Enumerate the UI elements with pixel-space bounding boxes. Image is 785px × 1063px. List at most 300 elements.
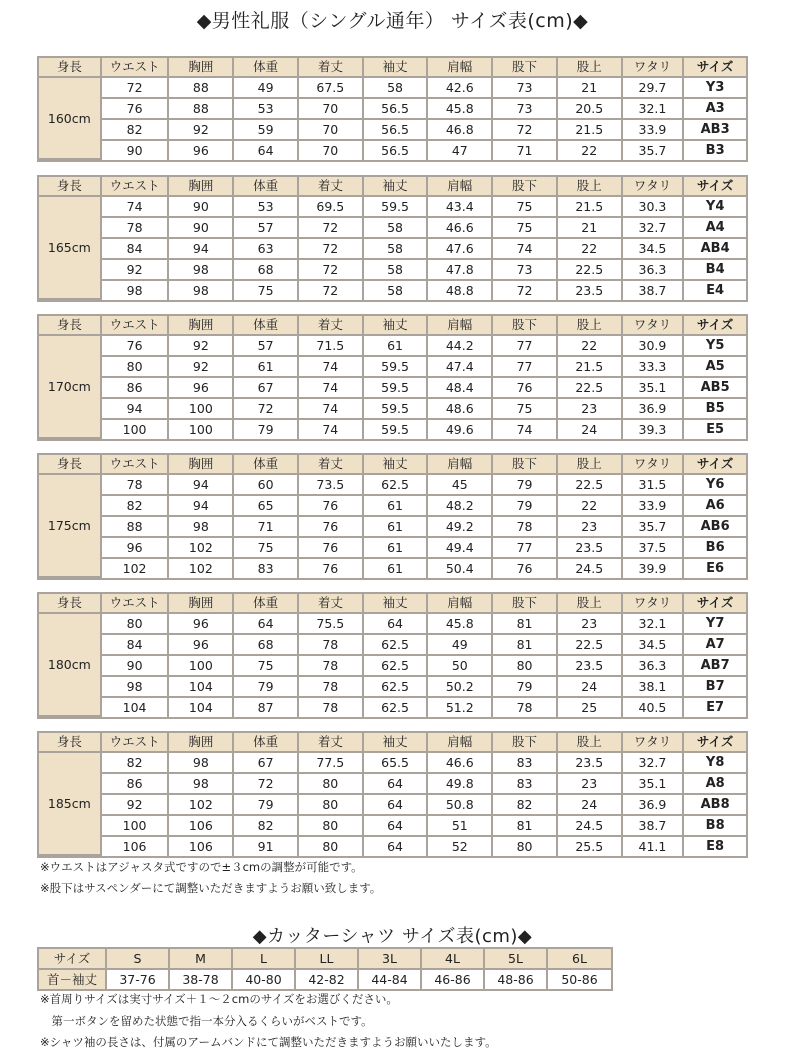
- size-code-cell: A8: [684, 774, 746, 795]
- table-cell: 71: [493, 141, 558, 160]
- header-row: [39, 455, 746, 475]
- size-code-cell: AB3: [684, 120, 746, 141]
- size-code-cell: AB7: [684, 656, 746, 677]
- table-row: [39, 816, 746, 837]
- table-cell: 38.7: [623, 281, 685, 300]
- table-cell: 84: [102, 635, 170, 656]
- table-cell: 47: [428, 141, 493, 160]
- table-cell: 30.3: [623, 197, 685, 218]
- shirt-size: 6L: [548, 949, 611, 970]
- table-cell: 78: [493, 698, 558, 717]
- table-cell: 76: [299, 496, 364, 517]
- table-row: [39, 78, 746, 99]
- table-cell: 33.9: [623, 120, 685, 141]
- table-cell: 86: [102, 378, 170, 399]
- table-cell: 78: [102, 218, 170, 239]
- header-row: [39, 177, 746, 197]
- table-cell: 70: [299, 141, 364, 160]
- table-cell: 80: [493, 656, 558, 677]
- table-row: [39, 496, 746, 517]
- table-cell: 96: [169, 614, 234, 635]
- table-cell: 76: [299, 559, 364, 578]
- table-cell: 22: [558, 496, 623, 517]
- column-header: 身長: [39, 455, 102, 475]
- table-cell: 53: [234, 99, 299, 120]
- table-cell: 37.5: [623, 538, 685, 559]
- table-row: [39, 399, 746, 420]
- table-cell: 70: [299, 99, 364, 120]
- table-cell: 21: [558, 218, 623, 239]
- table-cell: 32.1: [623, 614, 685, 635]
- table-cell: 94: [102, 399, 170, 420]
- table-cell: 65: [234, 496, 299, 517]
- size-code-cell: B8: [684, 816, 746, 837]
- table-cell: 59: [234, 120, 299, 141]
- table-cell: 35.1: [623, 774, 685, 795]
- table-cell: 79: [234, 795, 299, 816]
- table-cell: 100: [102, 816, 170, 837]
- size-code-cell: A4: [684, 218, 746, 239]
- table-cell: 59.5: [364, 420, 429, 439]
- table-cell: 24: [558, 420, 623, 439]
- table-row: [39, 677, 746, 698]
- table-row: [39, 538, 746, 559]
- table-cell: 49.8: [428, 774, 493, 795]
- column-header: 身長: [39, 316, 102, 336]
- shirt-size-label: サイズ: [39, 949, 107, 970]
- table-row: [39, 614, 746, 635]
- table-cell: 96: [169, 378, 234, 399]
- table-cell: 50.8: [428, 795, 493, 816]
- column-header: 胸囲: [169, 58, 234, 78]
- table-cell: 39.3: [623, 420, 685, 439]
- column-header: 肩幅: [428, 316, 493, 336]
- table-cell: 52: [428, 837, 493, 856]
- header-row: [39, 594, 746, 614]
- table-cell: 67: [234, 753, 299, 774]
- size-table: [37, 592, 748, 719]
- table-cell: 96: [169, 141, 234, 160]
- table-cell: 33.3: [623, 357, 685, 378]
- size-code-cell: E5: [706, 422, 725, 437]
- size-code-cell: B4: [684, 260, 746, 281]
- column-header: 股上: [558, 733, 623, 753]
- table-cell: 51.2: [428, 698, 493, 717]
- table-cell: 44.2: [428, 336, 493, 357]
- table-cell: 22: [558, 239, 623, 260]
- table-cell: 98: [169, 753, 234, 774]
- table-cell: 22.5: [558, 378, 623, 399]
- shirt-value: 40-80: [233, 970, 296, 989]
- column-header: 股下: [493, 455, 558, 475]
- table-cell: 74: [299, 357, 364, 378]
- table-cell: 62.5: [364, 698, 429, 717]
- column-header: 股下: [493, 733, 558, 753]
- table-row: [39, 239, 746, 260]
- size-code-cell: B6: [684, 538, 746, 559]
- size-code-cell: Y4: [684, 197, 746, 218]
- column-header: 身長: [39, 58, 102, 78]
- table-cell: 23: [558, 614, 623, 635]
- table-cell: 41.1: [623, 837, 685, 856]
- size-code-cell: AB8: [684, 795, 746, 816]
- column-header: 袖丈: [364, 177, 429, 197]
- column-header: ワタリ: [623, 58, 685, 78]
- column-header: 股上: [558, 594, 623, 614]
- shirt-size: LL: [296, 949, 359, 970]
- size-table: [37, 453, 748, 580]
- size-code-cell: A5: [684, 357, 746, 378]
- note-waist: ※ウエストはアジャスタ式ですので±３cmの調整が可能です。: [40, 860, 363, 874]
- table-cell: 90: [169, 197, 234, 218]
- table-row: [39, 753, 746, 774]
- column-header: 体重: [234, 177, 299, 197]
- table-cell: 72: [493, 281, 558, 300]
- table-cell: 74: [493, 420, 558, 439]
- table-cell: 21: [558, 78, 623, 99]
- table-cell: 77: [493, 336, 558, 357]
- table-cell: 87: [234, 698, 299, 717]
- table-cell: 73: [493, 260, 558, 281]
- table-cell: 77: [493, 357, 558, 378]
- table-cell: 57: [234, 336, 299, 357]
- table-cell: 64: [364, 795, 429, 816]
- size-code-cell: Y7: [684, 614, 746, 635]
- column-header: ウエスト: [102, 455, 170, 475]
- column-header: 股下: [493, 594, 558, 614]
- table-cell: 47.4: [428, 357, 493, 378]
- column-header: ウエスト: [102, 177, 170, 197]
- table-cell: 49.2: [428, 517, 493, 538]
- table-cell: 49: [234, 78, 299, 99]
- column-header: 股上: [558, 58, 623, 78]
- table-cell: 58: [364, 218, 429, 239]
- table-cell: 77.5: [299, 753, 364, 774]
- table-cell: 23: [558, 399, 623, 420]
- table-cell: 74: [493, 239, 558, 260]
- table-cell: 73.5: [299, 475, 364, 496]
- table-cell: 59.5: [364, 357, 429, 378]
- table-cell: 29.7: [623, 78, 685, 99]
- size-code-cell: E8: [706, 839, 725, 854]
- column-header: サイズ: [684, 594, 746, 614]
- table-cell: 24.5: [558, 816, 623, 837]
- note-inseam: ※股下はサスペンダーにて調整いただきますようお願い致します。: [40, 881, 382, 895]
- table-cell: 40.5: [623, 698, 685, 717]
- table-cell: 75: [234, 656, 299, 677]
- shirt-size-table: [37, 947, 613, 991]
- size-code-cell: B3: [705, 143, 725, 158]
- table-cell: 57: [234, 218, 299, 239]
- table-cell: 75: [234, 281, 299, 300]
- column-header: 体重: [234, 58, 299, 78]
- table-cell: 79: [234, 420, 299, 439]
- height-cell: 160cm: [39, 78, 102, 160]
- column-header: 胸囲: [169, 177, 234, 197]
- table-cell: 23.5: [558, 538, 623, 559]
- table-cell: 75: [234, 538, 299, 559]
- table-cell: 34.5: [623, 239, 685, 260]
- table-cell: 98: [169, 774, 234, 795]
- table-row: [39, 120, 746, 141]
- table-cell: 88: [169, 78, 234, 99]
- shirt-value-row: [39, 970, 611, 989]
- table-cell: 59.5: [364, 378, 429, 399]
- table-cell: 59.5: [364, 399, 429, 420]
- column-header: ウエスト: [102, 594, 170, 614]
- table-cell: 70: [299, 120, 364, 141]
- column-header: 股上: [558, 455, 623, 475]
- table-cell: 49.6: [428, 420, 493, 439]
- table-cell: 43.4: [428, 197, 493, 218]
- table-cell: 78: [493, 517, 558, 538]
- column-header: 胸囲: [169, 733, 234, 753]
- table-cell: 75: [493, 218, 558, 239]
- column-header: 袖丈: [364, 58, 429, 78]
- table-cell: 96: [102, 538, 170, 559]
- table-cell: 72: [493, 120, 558, 141]
- column-header: ワタリ: [623, 594, 685, 614]
- height-cell: 185cm: [39, 753, 102, 856]
- table-cell: 24: [558, 677, 623, 698]
- table-cell: 53: [234, 197, 299, 218]
- table-cell: 64: [234, 614, 299, 635]
- table-cell: 58: [364, 78, 429, 99]
- table-cell: 21.5: [558, 357, 623, 378]
- table-cell: 34.5: [623, 635, 685, 656]
- table-cell: 98: [169, 260, 234, 281]
- table-cell: 64: [364, 816, 429, 837]
- table-cell: 23.5: [558, 281, 623, 300]
- table-cell: 72: [234, 774, 299, 795]
- table-cell: 72: [299, 281, 364, 300]
- table-cell: 58: [364, 260, 429, 281]
- size-code-cell: A7: [684, 635, 746, 656]
- column-header: サイズ: [684, 58, 746, 78]
- table-cell: 92: [169, 336, 234, 357]
- size-table: [37, 56, 748, 162]
- table-cell: 102: [102, 559, 170, 578]
- table-cell: 59.5: [364, 197, 429, 218]
- table-cell: 64: [364, 774, 429, 795]
- table-cell: 100: [169, 420, 234, 439]
- shirt-note-neck: ※首周りサイズは実寸サイズ＋１～２cmのサイズをお選びください。: [40, 992, 398, 1006]
- column-header: 袖丈: [364, 733, 429, 753]
- table-cell: 82: [102, 120, 170, 141]
- table-cell: 80: [299, 816, 364, 837]
- table-cell: 61: [364, 538, 429, 559]
- table-cell: 79: [234, 677, 299, 698]
- table-cell: 22: [558, 336, 623, 357]
- table-cell: 48.8: [428, 281, 493, 300]
- table-cell: 51: [428, 816, 493, 837]
- shirt-value: 38-78: [170, 970, 233, 989]
- table-row: [39, 336, 746, 357]
- column-header: 体重: [234, 455, 299, 475]
- table-cell: 100: [102, 420, 170, 439]
- table-cell: 100: [169, 656, 234, 677]
- table-cell: 33.9: [623, 496, 685, 517]
- size-table: [37, 731, 748, 858]
- column-header: 着丈: [299, 594, 364, 614]
- table-cell: 88: [102, 517, 170, 538]
- table-cell: 22.5: [558, 260, 623, 281]
- table-cell: 75: [493, 197, 558, 218]
- column-header: ウエスト: [102, 316, 170, 336]
- shirt-note-button: 第一ボタンを留めた状態で指一本分入るくらいがベストです。: [40, 1014, 373, 1028]
- table-cell: 61: [364, 517, 429, 538]
- table-cell: 83: [234, 559, 299, 578]
- column-header: ワタリ: [623, 177, 685, 197]
- table-cell: 68: [234, 260, 299, 281]
- table-cell: 38.1: [623, 677, 685, 698]
- table-row: [39, 260, 746, 281]
- table-cell: 50.4: [428, 559, 493, 578]
- shirt-size: 4L: [422, 949, 485, 970]
- table-cell: 36.9: [623, 399, 685, 420]
- table-cell: 98: [102, 281, 170, 300]
- table-cell: 23.5: [558, 753, 623, 774]
- table-row: [39, 656, 746, 677]
- size-code-cell: AB4: [684, 239, 746, 260]
- column-header: 体重: [234, 316, 299, 336]
- table-row: [39, 141, 746, 160]
- table-cell: 98: [169, 281, 234, 300]
- table-cell: 104: [169, 698, 234, 717]
- table-cell: 78: [102, 475, 170, 496]
- table-cell: 58: [364, 281, 429, 300]
- table-row: [39, 99, 746, 120]
- shirt-size: 5L: [485, 949, 548, 970]
- table-cell: 94: [169, 496, 234, 517]
- table-cell: 74: [299, 399, 364, 420]
- size-code-cell: Y8: [684, 753, 746, 774]
- table-row: [39, 774, 746, 795]
- column-header: サイズ: [684, 733, 746, 753]
- table-cell: 82: [493, 795, 558, 816]
- header-row: [39, 733, 746, 753]
- table-cell: 62.5: [364, 475, 429, 496]
- size-code-cell: AB5: [684, 378, 746, 399]
- column-header: 着丈: [299, 58, 364, 78]
- column-header: 身長: [39, 733, 102, 753]
- table-cell: 80: [299, 795, 364, 816]
- table-cell: 78: [299, 635, 364, 656]
- column-header: 着丈: [299, 177, 364, 197]
- table-cell: 106: [169, 816, 234, 837]
- table-cell: 48.2: [428, 496, 493, 517]
- page-title: ◆男性礼服（シングル通年） サイズ表(cm)◆: [196, 10, 589, 32]
- table-cell: 25: [558, 698, 623, 717]
- table-cell: 56.5: [364, 141, 429, 160]
- table-cell: 82: [102, 753, 170, 774]
- column-header: 体重: [234, 594, 299, 614]
- table-cell: 72: [102, 78, 170, 99]
- table-cell: 84: [102, 239, 170, 260]
- table-cell: 94: [169, 475, 234, 496]
- size-code-cell: E6: [706, 561, 725, 576]
- table-cell: 80: [493, 837, 558, 856]
- table-row: [39, 420, 746, 439]
- table-row: [39, 795, 746, 816]
- size-code-cell: E7: [706, 700, 725, 715]
- table-cell: 56.5: [364, 99, 429, 120]
- table-cell: 21.5: [558, 120, 623, 141]
- table-cell: 47.6: [428, 239, 493, 260]
- table-cell: 76: [299, 517, 364, 538]
- table-cell: 61: [364, 336, 429, 357]
- table-cell: 77: [493, 538, 558, 559]
- table-cell: 30.9: [623, 336, 685, 357]
- size-code-cell: B5: [684, 399, 746, 420]
- size-code-cell: Y5: [684, 336, 746, 357]
- table-cell: 86: [102, 774, 170, 795]
- table-cell: 56.5: [364, 120, 429, 141]
- table-cell: 106: [102, 837, 170, 856]
- table-cell: 49.4: [428, 538, 493, 559]
- table-cell: 20.5: [558, 99, 623, 120]
- table-cell: 23.5: [558, 656, 623, 677]
- height-cell: 180cm: [39, 614, 102, 717]
- table-cell: 82: [102, 496, 170, 517]
- table-cell: 79: [493, 475, 558, 496]
- shirt-size: S: [107, 949, 170, 970]
- table-cell: 78: [299, 656, 364, 677]
- table-cell: 100: [169, 399, 234, 420]
- table-cell: 76: [493, 378, 558, 399]
- column-header: 肩幅: [428, 733, 493, 753]
- table-cell: 68: [234, 635, 299, 656]
- table-cell: 22: [558, 141, 623, 160]
- size-table: [37, 175, 748, 302]
- table-cell: 74: [299, 378, 364, 399]
- column-header: サイズ: [684, 177, 746, 197]
- size-table: [37, 314, 748, 441]
- column-header: 胸囲: [169, 316, 234, 336]
- table-row: [39, 837, 746, 856]
- size-code-cell: Y6: [684, 475, 746, 496]
- table-row: [39, 559, 746, 578]
- size-code-cell: AB6: [684, 517, 746, 538]
- table-cell: 90: [102, 656, 170, 677]
- column-header: 着丈: [299, 316, 364, 336]
- column-header: 股上: [558, 316, 623, 336]
- table-row: [39, 281, 746, 300]
- table-cell: 24.5: [558, 559, 623, 578]
- table-cell: 72: [299, 239, 364, 260]
- column-header: 袖丈: [364, 455, 429, 475]
- table-cell: 74: [102, 197, 170, 218]
- table-cell: 45: [428, 475, 493, 496]
- column-header: 着丈: [299, 733, 364, 753]
- table-cell: 71: [234, 517, 299, 538]
- size-code-cell: Y3: [684, 78, 746, 99]
- table-cell: 46.6: [428, 218, 493, 239]
- table-cell: 49: [428, 635, 493, 656]
- table-cell: 76: [102, 99, 170, 120]
- table-cell: 88: [169, 99, 234, 120]
- table-cell: 61: [364, 559, 429, 578]
- table-cell: 46.8: [428, 120, 493, 141]
- column-header: サイズ: [684, 455, 746, 475]
- table-cell: 104: [169, 677, 234, 698]
- table-cell: 45.8: [428, 614, 493, 635]
- table-cell: 48.4: [428, 378, 493, 399]
- table-cell: 106: [169, 837, 234, 856]
- table-cell: 76: [493, 559, 558, 578]
- column-header: ワタリ: [623, 316, 685, 336]
- table-cell: 80: [299, 837, 364, 856]
